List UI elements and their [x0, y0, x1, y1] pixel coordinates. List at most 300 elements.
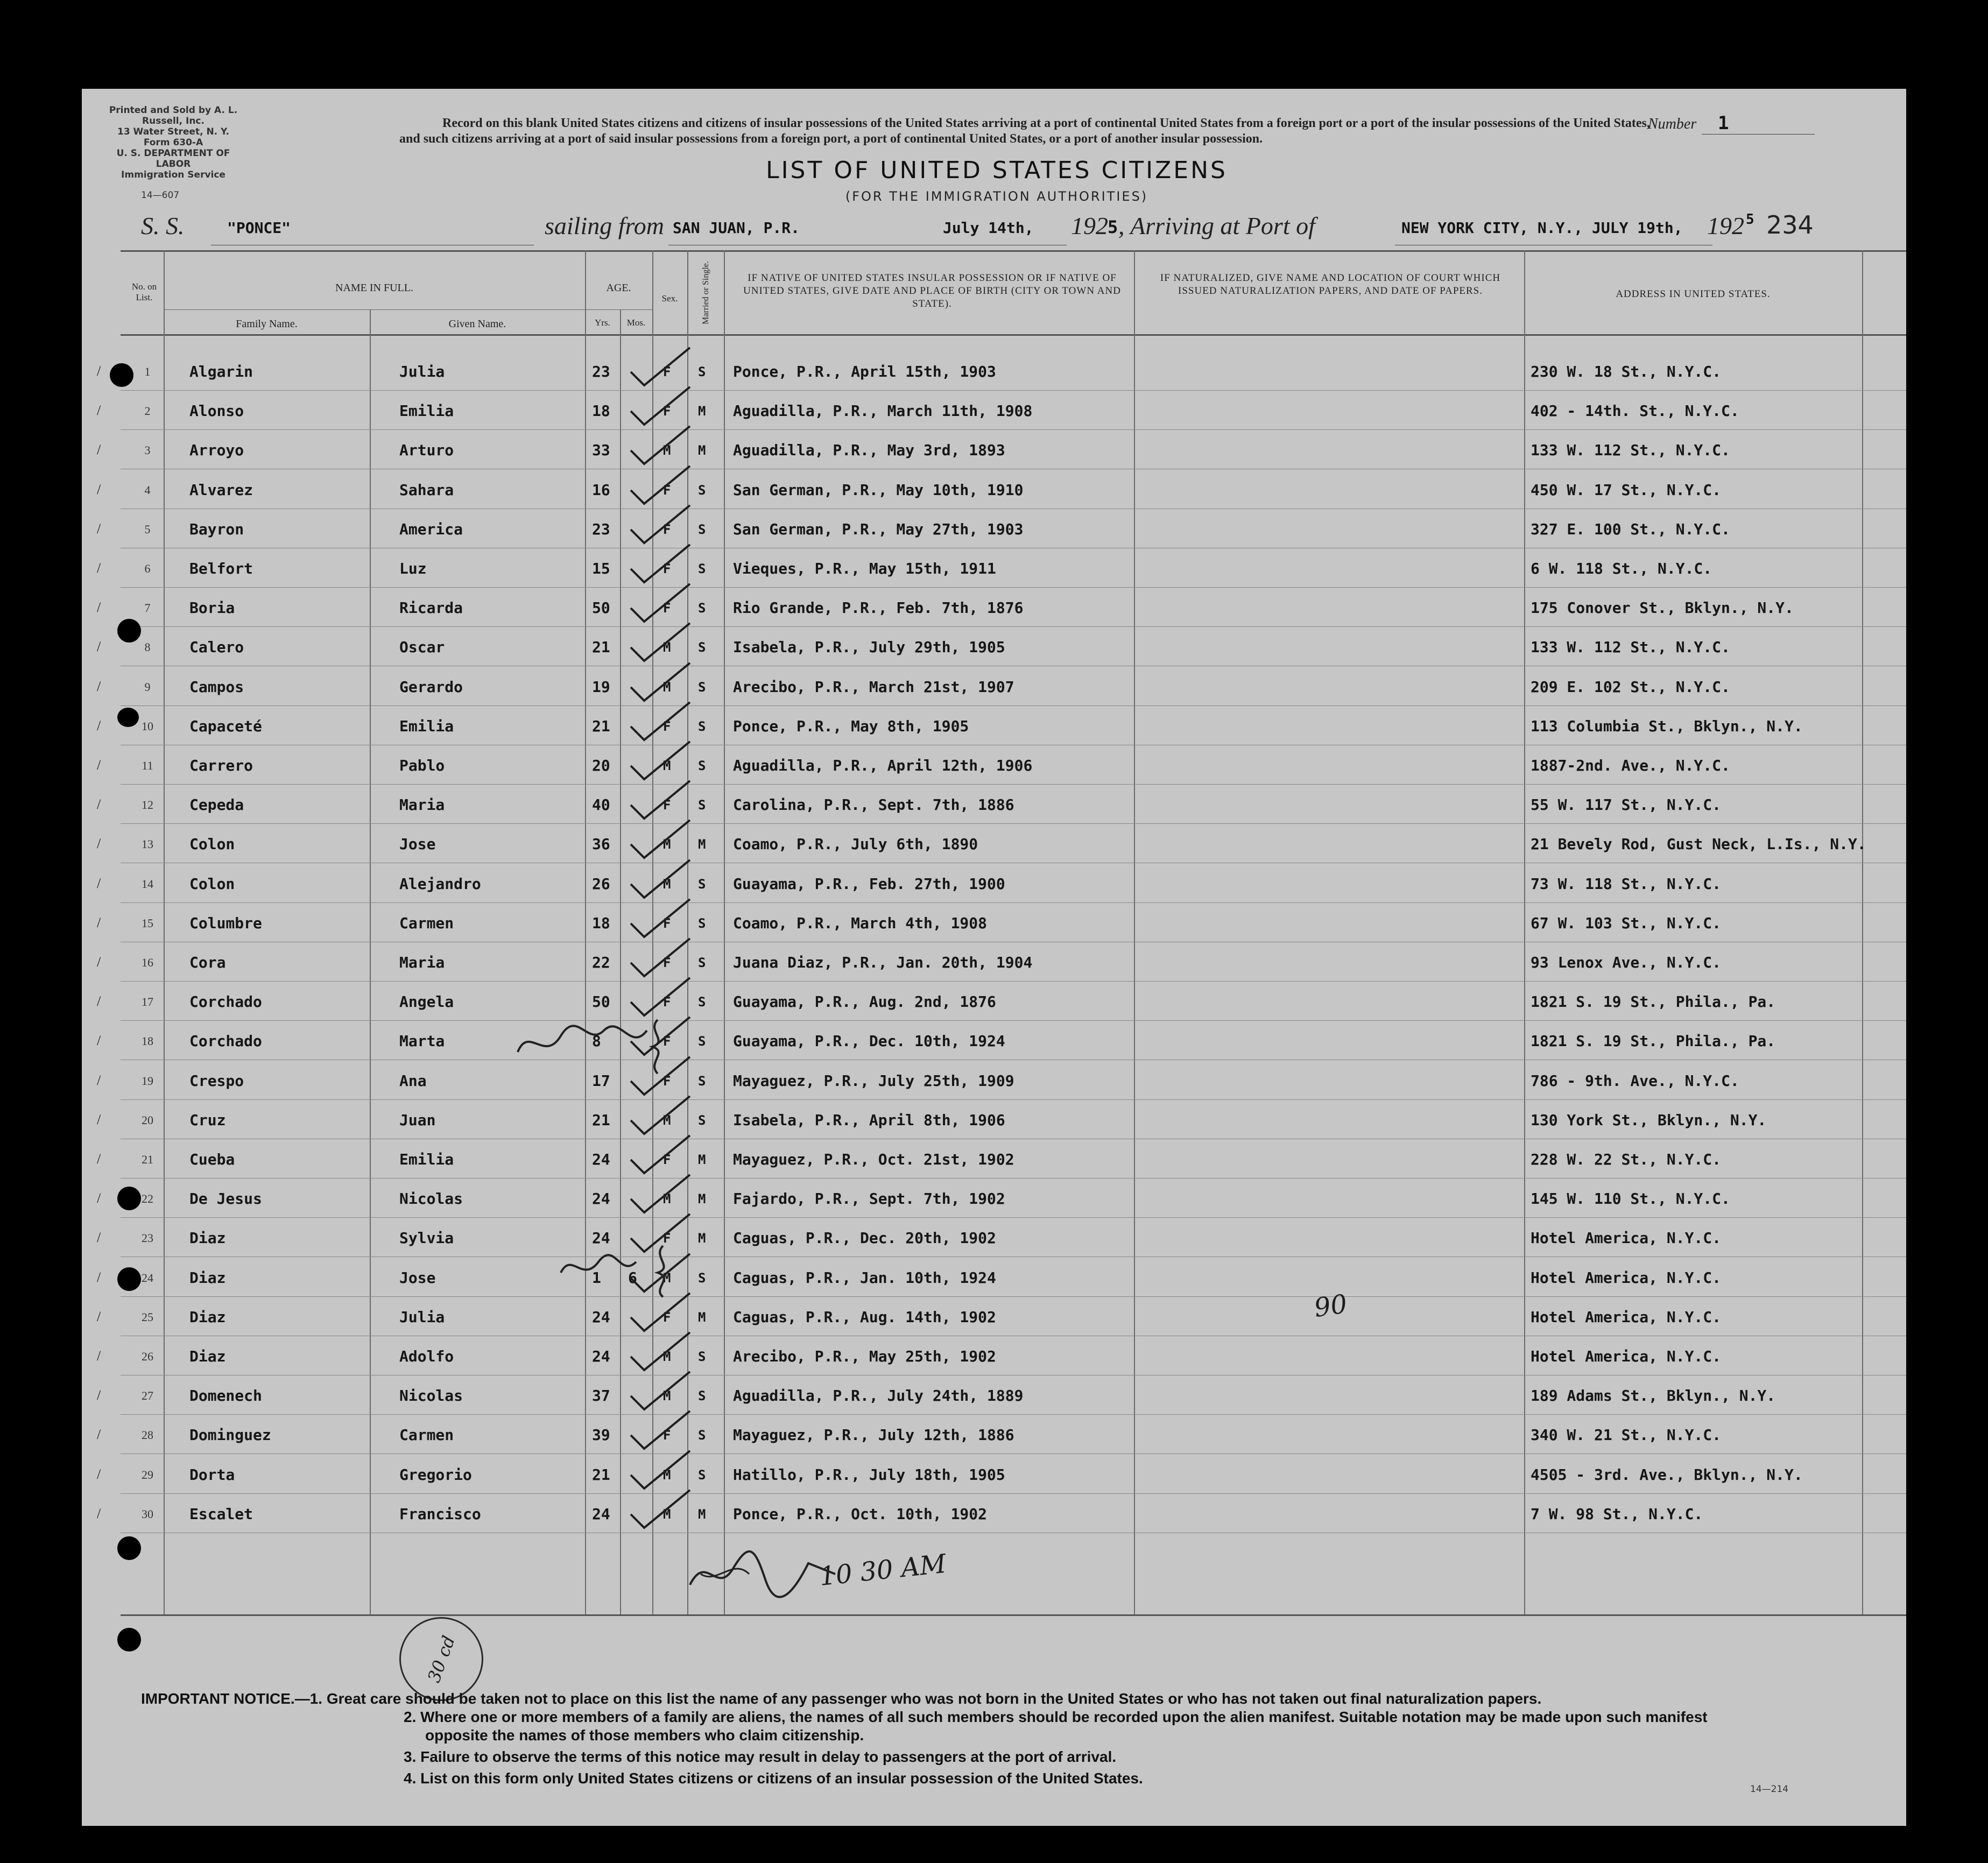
marital-status: S [698, 364, 706, 379]
notice-item-4: 4. List on this form only United States citizens or citizens of an insular possession of the United States. [404, 1770, 1143, 1787]
address: 175 Conover St., Bklyn., N.Y. [1531, 599, 1794, 617]
family-name: Diaz [189, 1229, 226, 1247]
address: 230 W. 18 St., N.Y.C. [1531, 363, 1722, 380]
marital-status: S [698, 955, 706, 970]
header-mos: Mos. [626, 317, 646, 328]
given-name: Jose [399, 1268, 436, 1287]
header-birth: IF NATIVE OF UNITED STATES INSULAR POSSESSION OR IF NATIVE OF UNITED STATES, GIVE DATE AND PLACE OF BIRTH (CITY OR TOWN AND STATE). [743, 272, 1121, 309]
number-underline [1702, 134, 1815, 135]
marital-status: S [698, 1467, 706, 1483]
binder-hole [117, 708, 139, 727]
name-subheader-rule [164, 309, 585, 310]
binder-hole [117, 619, 141, 643]
age-years: 21 [592, 1111, 610, 1129]
family-name: Capaceté [189, 717, 262, 735]
age-years: 1 [592, 1268, 601, 1287]
binder-hole [117, 1267, 141, 1291]
sex: F [663, 1231, 671, 1246]
family-name: Diaz [189, 1308, 226, 1326]
page-title: LIST OF UNITED STATES CITIZENS [766, 157, 1228, 184]
col-divider [724, 250, 725, 1614]
row-number: 1 [144, 365, 151, 378]
number-label: Number [1648, 116, 1697, 132]
binder-hole [117, 1536, 141, 1560]
check-mark: / [97, 678, 101, 694]
age-years: 39 [592, 1426, 610, 1444]
age-subheader-rule [585, 309, 652, 310]
row-number: 23 [142, 1231, 153, 1245]
sex: M [663, 1349, 671, 1364]
row-rule [121, 1099, 1906, 1100]
row-number: 20 [142, 1113, 153, 1127]
header-age: AGE. [606, 282, 631, 294]
sex: M [663, 1191, 671, 1207]
publisher-line: Printed and Sold by A. L. Russell, Inc. [109, 105, 238, 126]
given-name: Maria [399, 954, 445, 971]
binder-hole [110, 363, 133, 387]
sex: M [663, 758, 671, 773]
row-number: 16 [142, 956, 153, 969]
marital-status: S [698, 994, 706, 1010]
check-mark: / [97, 363, 101, 379]
marital-status: S [698, 1034, 706, 1049]
family-name: Dominguez [189, 1426, 271, 1444]
age-years: 16 [592, 481, 610, 499]
family-name: Alvarez [189, 481, 253, 499]
row-number: 30 [142, 1507, 153, 1521]
marital-status: S [698, 601, 706, 616]
age-years: 22 [592, 954, 610, 971]
row-number: 5 [144, 522, 151, 536]
age-years: 24 [592, 1190, 610, 1208]
check-mark: / [97, 757, 101, 773]
sex: F [663, 364, 671, 379]
row-rule [121, 705, 1906, 706]
col-divider [370, 309, 371, 1614]
sex: F [663, 521, 671, 537]
sex: F [663, 561, 671, 576]
row-rule [121, 981, 1906, 982]
notice-item-2b: opposite the names of those members who claim citizenship. [425, 1727, 864, 1744]
sex: M [663, 837, 671, 852]
marital-status: M [698, 837, 706, 852]
birth-place-date: Mayaguez, P.R., July 12th, 1886 [733, 1426, 1014, 1444]
sex: F [663, 798, 671, 813]
col-divider [164, 250, 165, 1614]
manifest-sheet [82, 89, 1906, 1826]
row-number: 25 [142, 1310, 153, 1324]
sex: M [663, 1388, 671, 1404]
row-number: 10 [142, 719, 153, 733]
marital-status: M [698, 404, 706, 419]
birth-place-date: Arecibo, P.R., May 25th, 1902 [733, 1347, 996, 1365]
marital-status: S [698, 718, 706, 734]
given-name: Oscar [399, 638, 445, 657]
check-mark: / [97, 639, 101, 655]
marital-status: S [698, 876, 706, 892]
age-years: 24 [592, 1347, 610, 1365]
given-name: Carmen [399, 1426, 454, 1444]
sex: F [663, 1428, 671, 1443]
year-suffix-to: 5 [1746, 211, 1754, 228]
number-value: 1 [1718, 112, 1729, 134]
row-number: 12 [142, 798, 153, 812]
family-name: Boria [189, 599, 235, 617]
birth-place-date: Aguadilla, P.R., May 3rd, 1893 [733, 441, 1005, 460]
marital-status: S [698, 521, 706, 537]
sex: F [663, 994, 671, 1010]
family-name: Diaz [189, 1268, 226, 1287]
col-divider [1134, 250, 1135, 1614]
address: 93 Lenox Ave., N.Y.C. [1531, 954, 1722, 971]
row-rule [121, 823, 1906, 824]
stamp-number: 234 [1766, 210, 1814, 239]
address: Hotel America, N.Y.C. [1531, 1229, 1722, 1247]
address: 73 W. 118 St., N.Y.C. [1531, 874, 1722, 893]
check-mark: / [97, 1151, 101, 1167]
check-mark: / [97, 875, 101, 891]
check-mark: / [97, 1505, 101, 1521]
age-years: 24 [592, 1308, 610, 1326]
intro-text: Record on this blank United States citizens and citizens of insular possessions of the United States arriving at a port of continental United States from a foreign port or a port of the insular possessions of the United States, and such citizens arriving at a port of said insular possessions from a foreign port, a port of continental United States, or a port of another insular possession. [399, 116, 1650, 146]
birth-place-date: Ponce, P.R., April 15th, 1903 [733, 363, 996, 380]
header-bottom-rule [121, 334, 1906, 336]
given-name: Sylvia [399, 1229, 454, 1247]
check-mark: / [97, 836, 101, 852]
handwritten-margin-note [555, 1240, 685, 1300]
sex: F [663, 1073, 671, 1089]
row-number: 29 [142, 1467, 153, 1481]
birth-place-date: Aguadilla, P.R., March 11th, 1908 [733, 402, 1033, 420]
sailing-label: sailing from [545, 212, 664, 239]
given-name: Jose [399, 835, 436, 853]
notice-form-code: 14—214 [1750, 1784, 1789, 1795]
family-name: Cueba [189, 1151, 235, 1168]
family-name: Algarin [189, 363, 253, 380]
birth-place-date: Coamo, P.R., July 6th, 1890 [733, 835, 978, 853]
ship-name: "PONCE" [227, 219, 291, 237]
birth-place-date: Guayama, P.R., Feb. 27th, 1900 [733, 874, 1005, 893]
marital-status: M [698, 1309, 706, 1325]
age-years: 18 [592, 914, 610, 932]
family-name: Escalet [189, 1505, 253, 1523]
address: 1887-2nd. Ave., N.Y.C. [1531, 757, 1730, 774]
check-mark: / [97, 481, 101, 497]
address: 402 - 14th. St., N.Y.C. [1531, 402, 1739, 420]
marital-status: M [698, 1231, 706, 1246]
check-mark: / [97, 914, 101, 930]
given-name: America [399, 520, 463, 538]
publisher-line: 13 Water Street, N. Y. [117, 126, 230, 137]
given-name: Marta [399, 1032, 445, 1050]
header-married-single: Married or Single. [701, 261, 710, 324]
binder-hole [117, 1187, 141, 1210]
given-name: Ricarda [399, 599, 463, 617]
row-number: 19 [142, 1074, 153, 1088]
check-mark: / [97, 717, 101, 733]
sex: M [663, 443, 671, 458]
given-name: Emilia [399, 402, 454, 420]
header-sex: Sex. [661, 293, 678, 304]
row-number: 15 [142, 916, 153, 930]
marital-status: S [698, 1428, 706, 1443]
row-number: 21 [142, 1153, 153, 1166]
birth-place-date: San German, P.R., May 10th, 1910 [733, 481, 1024, 499]
address: 786 - 9th. Ave., N.Y.C. [1531, 1071, 1739, 1090]
check-mark: / [97, 1427, 101, 1443]
family-name: Diaz [189, 1347, 226, 1365]
address: 133 W. 112 St., N.Y.C. [1531, 441, 1730, 460]
port-from: SAN JUAN, P.R. [673, 219, 800, 237]
year-suffix-from: 5 [1108, 217, 1118, 237]
row-rule [121, 1296, 1906, 1297]
family-name: Dorta [189, 1465, 235, 1484]
header-family-name: Family Name. [236, 318, 298, 330]
row-number: 4 [144, 483, 151, 497]
age-years: 37 [592, 1387, 610, 1405]
year-prefix-to: 192 [1707, 212, 1744, 239]
family-name: Alonso [189, 402, 244, 420]
table-bottom-rule [121, 1614, 1906, 1616]
sex: M [663, 1112, 671, 1128]
row-number: 26 [142, 1350, 153, 1363]
address: 340 W. 21 St., N.Y.C. [1531, 1426, 1722, 1444]
handwritten-time-note: 10 30 AM [817, 1548, 948, 1592]
given-name: Carmen [399, 914, 454, 932]
family-name: Campos [189, 678, 244, 696]
family-name: Cepeda [189, 796, 244, 814]
row-number: 27 [142, 1389, 153, 1403]
form-code: 14—607 [141, 190, 180, 201]
age-years: 21 [592, 717, 610, 735]
address: 1821 S. 19 St., Phila., Pa. [1531, 993, 1776, 1011]
checkmark-stroke [620, 1485, 695, 1533]
birth-place-date: Fajardo, P.R., Sept. 7th, 1902 [733, 1190, 1005, 1208]
year-prefix-from: 192 [1071, 212, 1108, 239]
birth-place-date: Rio Grande, P.R., Feb. 7th, 1876 [733, 599, 1024, 617]
check-mark: / [97, 1308, 101, 1324]
birth-place-date: Isabela, P.R., April 8th, 1906 [733, 1111, 1005, 1129]
check-mark: / [97, 1111, 101, 1127]
notice-label: IMPORTANT NOTICE. [141, 1690, 295, 1707]
handwritten-signature [685, 1542, 841, 1601]
given-name: Arturo [399, 441, 454, 460]
row-number: 22 [142, 1192, 153, 1206]
family-name: Colon [189, 874, 235, 893]
sex: M [663, 1270, 671, 1286]
family-name: Bayron [189, 520, 244, 538]
publisher-block [103, 105, 243, 180]
age-years: 24 [592, 1151, 610, 1168]
marital-status: M [698, 1191, 706, 1207]
check-mark: / [97, 954, 101, 970]
check-mark: / [97, 1387, 101, 1403]
sex: F [663, 601, 671, 616]
given-name: Julia [399, 1308, 445, 1326]
family-name: Columbre [189, 914, 262, 932]
row-number: 13 [142, 837, 153, 851]
row-rule [121, 784, 1906, 785]
marital-status: S [698, 1073, 706, 1089]
marital-status: M [698, 1152, 706, 1167]
publisher-line: Immigration Service [121, 170, 225, 180]
row-rule [121, 587, 1906, 588]
age-years: 15 [592, 560, 610, 577]
birth-place-date: Arecibo, P.R., March 21st, 1907 [733, 678, 1014, 696]
given-name: Juan [399, 1111, 436, 1129]
col-divider [1524, 250, 1525, 1614]
birth-place-date: Guayama, P.R., Dec. 10th, 1924 [733, 1032, 1005, 1050]
marital-status: S [698, 758, 706, 773]
binder-hole [117, 1628, 141, 1652]
age-years: 21 [592, 638, 610, 657]
sex: F [663, 404, 671, 419]
address: 7 W. 98 St., N.Y.C. [1531, 1505, 1703, 1523]
row-number: 9 [144, 680, 151, 694]
marital-status: M [698, 1506, 706, 1522]
marital-status: M [698, 443, 706, 458]
sex: F [663, 718, 671, 734]
sex: F [663, 1152, 671, 1167]
check-mark: / [97, 599, 101, 616]
notice-block [141, 1690, 1863, 1788]
address: 113 Columbia St., Bklyn., N.Y. [1531, 717, 1803, 735]
row-rule [121, 626, 1906, 627]
family-name: De Jesus [189, 1190, 262, 1208]
sex: F [663, 955, 671, 970]
given-name: Pablo [399, 757, 445, 774]
birth-place-date: Aguadilla, P.R., April 12th, 1906 [733, 757, 1033, 774]
family-name: Colon [189, 835, 235, 853]
row-number: 18 [142, 1034, 153, 1048]
arriving-label: , Arriving at Port of [1118, 212, 1315, 239]
age-years: 50 [592, 993, 610, 1011]
sex: M [663, 1467, 671, 1483]
birth-place-date: Juana Diaz, P.R., Jan. 20th, 1904 [733, 954, 1033, 971]
address: Hotel America, N.Y.C. [1531, 1308, 1722, 1326]
row-rule [121, 902, 1906, 903]
marital-status: S [698, 482, 706, 498]
age-months: 6 [628, 1268, 637, 1287]
marital-status: S [698, 1388, 706, 1404]
header-no-on-list: No. on List. [131, 281, 157, 302]
given-name: Luz [399, 560, 427, 577]
given-name: Gerardo [399, 678, 463, 696]
address: 228 W. 22 St., N.Y.C. [1531, 1151, 1722, 1168]
row-rule [121, 1453, 1906, 1454]
check-mark: / [97, 1230, 101, 1246]
notice-item-2a: 2. Where one or more members of a family are aliens, the names of all such members should be recorded upon the alien manifest. Suitable notation may be made upon such manifest [404, 1709, 1708, 1725]
address: 145 W. 110 St., N.Y.C. [1531, 1190, 1730, 1208]
given-name: Angela [399, 993, 454, 1011]
marital-status: S [698, 561, 706, 576]
check-mark: / [97, 1072, 101, 1088]
date-from: July 14th, [943, 219, 1034, 237]
marital-status: S [698, 679, 706, 695]
birth-place-date: Mayaguez, P.R., Oct. 21st, 1902 [733, 1151, 1014, 1168]
row-number: 14 [142, 877, 153, 891]
age-years: 33 [592, 441, 610, 460]
given-name: Francisco [399, 1505, 481, 1523]
birth-place-date: Caguas, P.R., Jan. 10th, 1924 [733, 1268, 996, 1287]
publisher-line: U. S. DEPARTMENT OF LABOR [116, 148, 230, 170]
row-number: 3 [144, 443, 151, 457]
row-number: 7 [144, 601, 151, 615]
age-years: 18 [592, 402, 610, 420]
age-years: 8 [592, 1032, 601, 1050]
given-name: Adolfo [399, 1347, 454, 1365]
check-mark: / [97, 1190, 101, 1206]
ss-label: S. S. [141, 212, 185, 239]
table-top-rule [121, 250, 1906, 252]
birth-place-date: Guayama, P.R., Aug. 2nd, 1876 [733, 993, 996, 1011]
given-name: Emilia [399, 1151, 454, 1168]
birth-place-date: Mayaguez, P.R., July 25th, 1909 [733, 1071, 1014, 1090]
given-name: Nicolas [399, 1387, 463, 1405]
row-number: 6 [144, 562, 151, 575]
address: 21 Bevely Rod, Gust Neck, L.Is., N.Y. [1531, 835, 1866, 853]
birth-place-date: Ponce, P.R., May 8th, 1905 [733, 717, 969, 735]
address: 450 W. 17 St., N.Y.C. [1531, 481, 1722, 499]
sex: M [663, 679, 671, 695]
birth-place-date: Isabela, P.R., July 29th, 1905 [733, 638, 1005, 657]
given-name: Ana [399, 1071, 427, 1090]
age-years: 50 [592, 599, 610, 617]
header-yrs: Yrs. [595, 317, 610, 328]
age-years: 19 [592, 678, 610, 696]
age-years: 23 [592, 520, 610, 538]
check-mark: / [97, 1269, 101, 1285]
age-years: 17 [592, 1071, 610, 1090]
row-rule [121, 1178, 1906, 1179]
row-rule [121, 390, 1906, 391]
row-rule [121, 1020, 1906, 1021]
age-years: 21 [592, 1465, 610, 1484]
family-name: Calero [189, 638, 244, 657]
header-given-name: Given Name. [448, 318, 506, 330]
address: 130 York St., Bklyn., N.Y. [1531, 1111, 1767, 1129]
page-subtitle: (FOR THE IMMIGRATION AUTHORITIES) [845, 189, 1148, 204]
row-rule [121, 429, 1906, 430]
marital-status: S [698, 1112, 706, 1128]
given-name: Alejandro [399, 874, 481, 893]
age-years: 24 [592, 1505, 610, 1523]
marital-status: S [698, 1349, 706, 1364]
check-mark: / [97, 993, 101, 1010]
address: 1821 S. 19 St., Phila., Pa. [1531, 1032, 1776, 1050]
notice-item-3: 3. Failure to observe the terms of this notice may result in delay to passengers at the port of arrival. [404, 1748, 1117, 1765]
family-name: Domenech [189, 1387, 262, 1405]
publisher-line: Form 630-A [143, 137, 203, 148]
check-mark: / [97, 1033, 101, 1049]
birth-place-date: Carolina, P.R., Sept. 7th, 1886 [733, 796, 1014, 814]
family-name: Arroyo [189, 441, 244, 460]
birth-place-date: Caguas, P.R., Aug. 14th, 1902 [733, 1308, 996, 1326]
port-to: NEW YORK CITY, N.Y., JULY 19th, [1401, 219, 1683, 237]
birth-place-date: San German, P.R., May 27th, 1903 [733, 520, 1024, 538]
check-mark: / [97, 442, 101, 458]
row-number: 17 [142, 995, 153, 1009]
birth-place-date: Vieques, P.R., May 15th, 1911 [733, 560, 996, 577]
notice-item-1: —1. Great care should be taken not to place on this list the name of any passenger who was not born in the United States or who has not taken out final naturalization papers. [294, 1690, 1542, 1707]
row-rule [121, 1414, 1906, 1415]
header-address: ADDRESS IN UNITED STATES. [1616, 288, 1771, 300]
handwritten-circled-note: 30 cd [387, 1605, 495, 1713]
row-rule [121, 1493, 1906, 1494]
given-name: Maria [399, 796, 445, 814]
row-rule [121, 1217, 1906, 1218]
sex: F [663, 1034, 671, 1049]
